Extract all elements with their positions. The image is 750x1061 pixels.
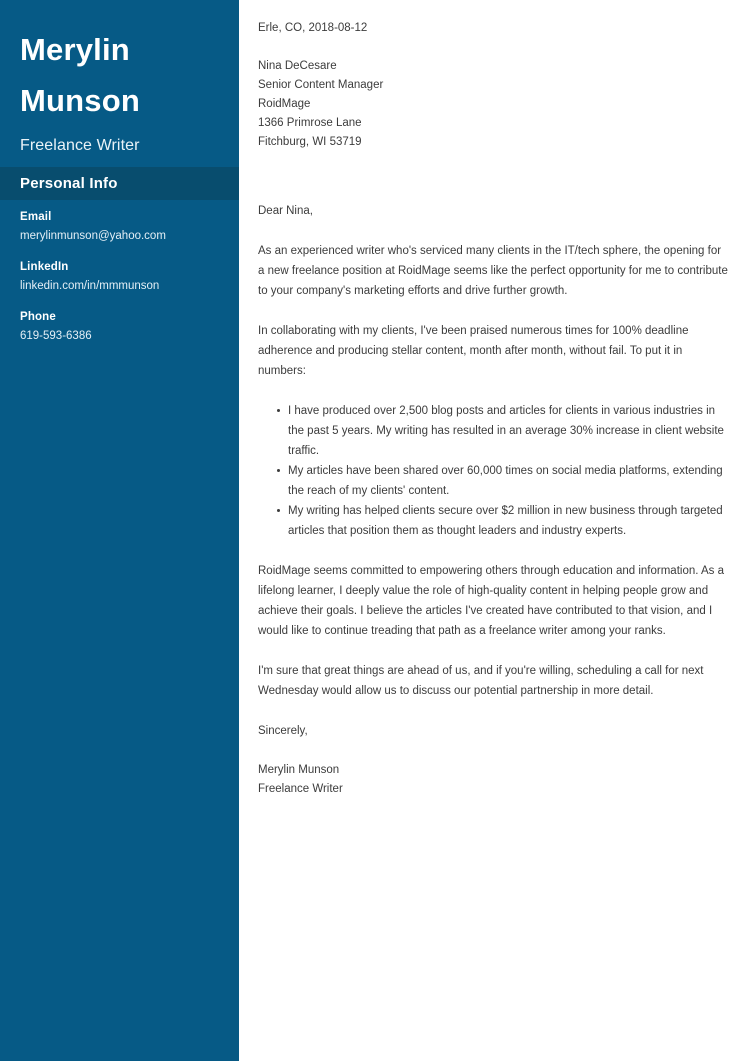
- first-name: Merylin: [20, 32, 130, 67]
- identity-block: [0, 0, 239, 157]
- signature-title: Freelance Writer: [258, 783, 343, 795]
- sidebar-edge-accent: [230, 0, 239, 1061]
- recipient-address-block: [258, 57, 730, 152]
- contact-value-phone[interactable]: 619-593-6386: [20, 330, 92, 342]
- recipient-name: Nina DeCesare: [258, 60, 337, 72]
- paragraph-company-fit: RoidMage seems committed to empowering others through education and information. As a lifelong learner, I deeply value the role of high-quality content in helping people grow and achieve their goals. I believe the articles I've created have contributed to that vision, and I would like to continue treading that path as a freelance writer among your ranks.: [258, 565, 725, 637]
- list-item: My writing has helped clients secure over $2 million in new business through targeted articles that position them as thought leaders and industry experts.: [277, 501, 730, 541]
- sidebar: [0, 0, 239, 1061]
- achievements-list: [258, 401, 730, 541]
- paragraph-call-to-action: I'm sure that great things are ahead of us, and if you're willing, scheduling a call for next Wednesday would allow us to discuss our potential partnership in more detail.: [258, 665, 704, 697]
- contact-value-linkedin[interactable]: linkedin.com/in/mmmunson: [20, 280, 160, 292]
- salutation: Dear Nina,: [258, 205, 313, 217]
- job-title: Freelance Writer: [20, 137, 140, 154]
- recipient-street: 1366 Primrose Lane: [258, 117, 362, 129]
- letter-body: [258, 0, 730, 799]
- contact-list: [0, 210, 239, 360]
- date-line: Erle, CO, 2018-08-12: [258, 22, 368, 34]
- last-name: Munson: [20, 83, 141, 118]
- contact-label-linkedin: LinkedIn: [20, 261, 69, 273]
- personal-info-title: Personal Info: [20, 175, 118, 192]
- recipient-company: RoidMage: [258, 98, 311, 110]
- contact-item-email: [20, 210, 219, 244]
- contact-label-email: Email: [20, 211, 52, 223]
- signature-name: Merylin Munson: [258, 764, 340, 776]
- paragraph-intro: As an experienced writer who's serviced many clients in the IT/tech sphere, the opening for a new freelance position at RoidMage seems like the perfect opportunity for me to contribute to your company's marketing efforts and drive further growth.: [258, 245, 728, 297]
- personal-info-header: [0, 167, 239, 200]
- closing-salutation: Sincerely,: [258, 725, 308, 737]
- recipient-city-state-zip: Fitchburg, WI 53719: [258, 136, 362, 148]
- recipient-title: Senior Content Manager: [258, 79, 384, 91]
- contact-item-phone: [20, 310, 219, 344]
- contact-value-email[interactable]: merylinmunson@yahoo.com: [20, 230, 166, 242]
- paragraph-achievements-intro: In collaborating with my clients, I've been praised numerous times for 100% deadline adherence and producing stellar content, month after month, without fail. To put it in numbers:: [258, 325, 689, 377]
- list-item: I have produced over 2,500 blog posts and articles for clients in various industries in the past 5 years. My writing has resulted in an average 30% increase in client website traffic.: [277, 401, 730, 461]
- contact-item-linkedin: [20, 260, 219, 294]
- list-item: My articles have been shared over 60,000 times on social media platforms, extending the reach of my clients' content.: [277, 461, 730, 501]
- contact-label-phone: Phone: [20, 311, 56, 323]
